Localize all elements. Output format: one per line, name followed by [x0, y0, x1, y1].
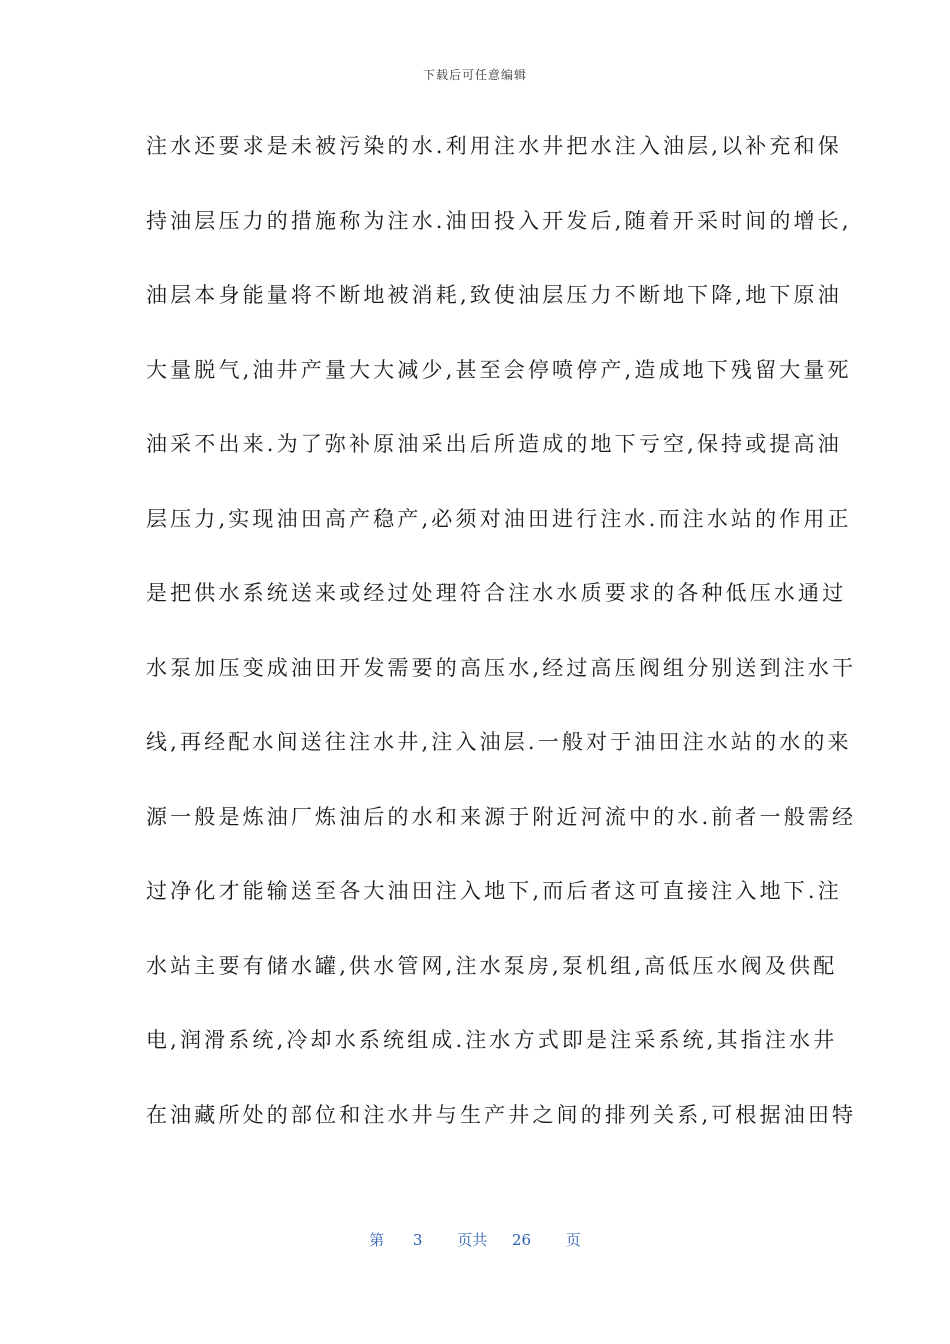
body-line: 线,再经配水间送往注水井,注入油层.一般对于油田注水站的水的来 — [146, 730, 852, 754]
body-line: 油层本身能量将不断地被消耗,致使油层压力不断地下降,地下原油 — [146, 283, 842, 307]
footer-suffix: 页 — [565, 1231, 581, 1249]
body-line: 在油藏所处的部位和注水井与生产井之间的排列关系,可根据油田特 — [146, 1102, 857, 1127]
body-line: 层压力,实现油田高产稳产,必须对油田进行注水.而注水站的作用正 — [146, 506, 852, 531]
body-line: 水泵加压变成油田开发需要的高压水,经过高压阀组分别送到注水干 — [146, 655, 857, 680]
body-line: 过净化才能输送至各大油田注入地下,而后者这可直接注入地下.注 — [146, 879, 842, 903]
body-line: 大量脱气,油井产量大大减少,甚至会停喷停产,造成地下残留大量死 — [146, 357, 852, 382]
body-line: 是把供水系统送来或经过处理符合注水水质要求的各种低压水通过 — [146, 581, 847, 605]
body-line: 电,润滑系统,冷却水系统组成.注水方式即是注采系统,其指注水井 — [146, 1028, 838, 1052]
page-header: 下载后可任意编辑 — [422, 68, 527, 82]
current-page-number: 3 — [412, 1231, 423, 1249]
document-body — [146, 128, 857, 1171]
body-line: 水站主要有储水罐,供水管网,注水泵房,泵机组,高低压水阀及供配 — [146, 953, 838, 978]
body-line: 持油层压力的措施称为注水.油田投入开发后,随着开采时间的增长, — [146, 208, 852, 233]
total-pages-number: 26 — [512, 1231, 532, 1249]
footer-prefix: 第 — [369, 1231, 385, 1249]
footer-middle: 页共 — [457, 1231, 488, 1249]
page-footer — [0, 1229, 950, 1250]
body-line: 注水还要求是未被污染的水.利用注水井把水注入油层,以补充和保 — [146, 134, 842, 158]
body-line: 源一般是炼油厂炼油后的水和来源于附近河流中的水.前者一般需经 — [146, 804, 857, 829]
body-line: 油采不出来.为了弥补原油采出后所造成的地下亏空,保持或提高油 — [146, 432, 842, 456]
